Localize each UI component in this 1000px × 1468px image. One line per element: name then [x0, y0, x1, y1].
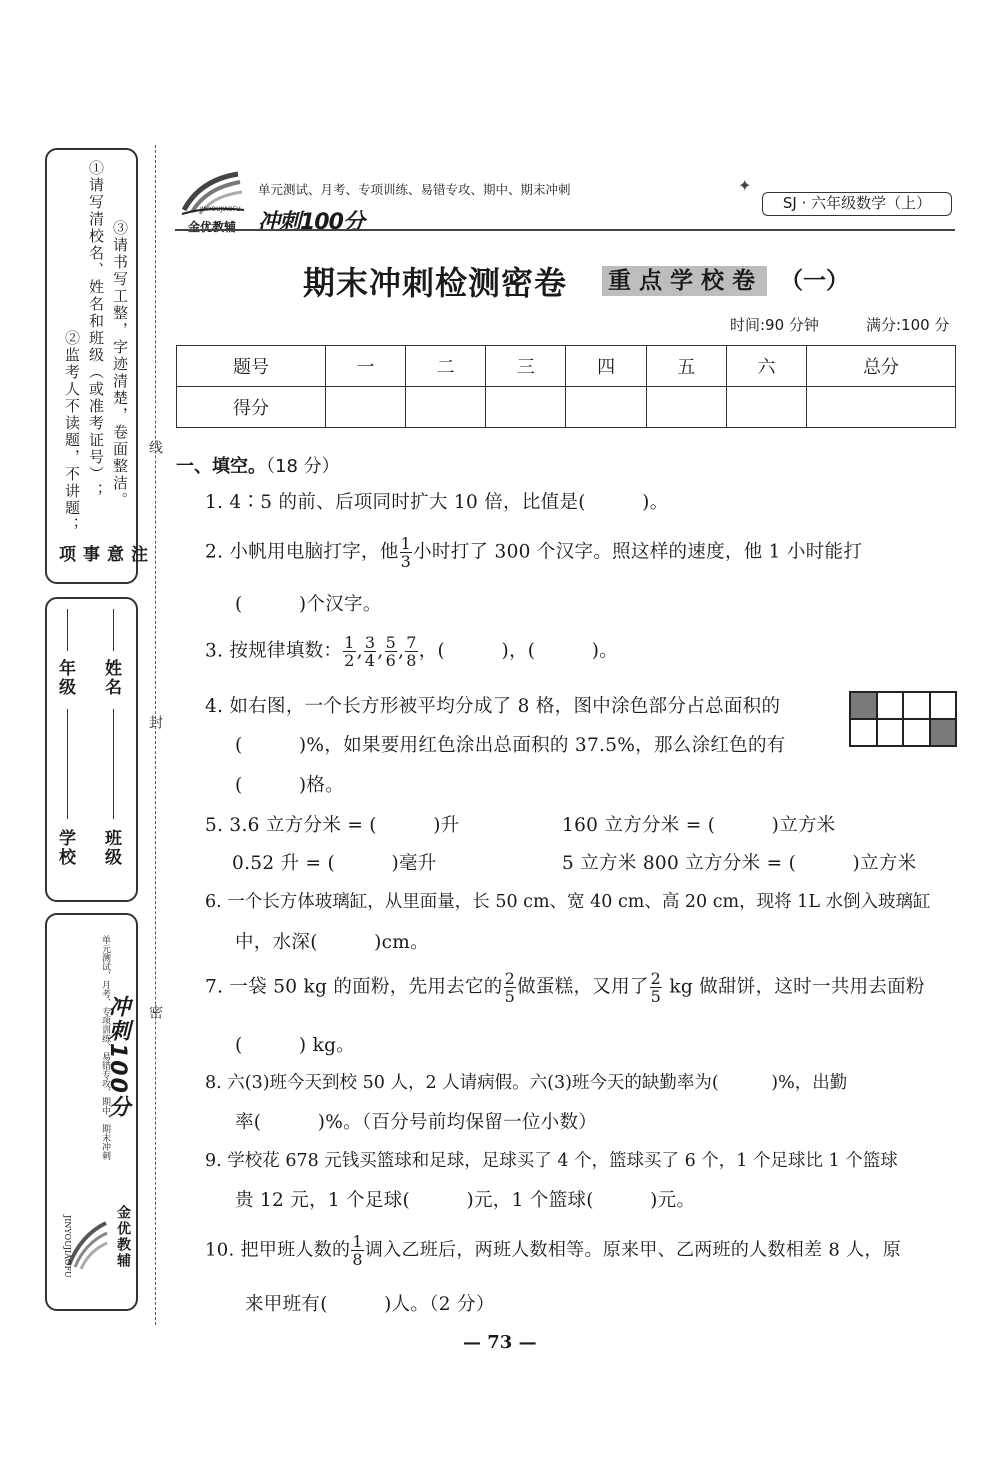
score-cell[interactable]: [807, 387, 956, 428]
side-brand-series: 单元测试、月考、专项训练、易错专攻、期中、期末冲刺: [100, 935, 110, 1160]
cut-label-secret: 密: [147, 1005, 163, 1019]
question-8: 8. 六(3)班今天到校 50 人，2 人请病假。六(3)班今天的缺勤率为( )%，出勤: [205, 1073, 848, 1093]
shaded-grid-figure: [849, 691, 957, 747]
side-brand-box: [45, 913, 138, 1311]
grid-cell-shaded: [850, 692, 877, 719]
name-blank[interactable]: [113, 609, 114, 651]
fraction: $\frac{1}{3}$: [400, 534, 412, 571]
school-blank[interactable]: [67, 709, 68, 819]
logo-pinyin: JINYOUJIAOFU: [200, 206, 241, 213]
grid-cell: [903, 719, 930, 746]
question-5a: 5. 3.6 立方分米 = ( )升: [205, 815, 460, 836]
score-cell[interactable]: [566, 387, 646, 428]
score-head-cell: 二: [406, 346, 486, 387]
score-table-score-row: [177, 387, 956, 428]
notice-line-1: ①请写清校名、姓名和班级（或准考证号）；: [87, 160, 105, 500]
question-1: 1. 4∶5 的前、后项同时扩大 10 倍，比值是( )。: [205, 492, 669, 513]
question-2-line-2: ( )个汉字。: [235, 594, 382, 615]
question-5c: 0.52 升 = ( )毫升: [232, 853, 437, 874]
page-title: 期末冲刺检测密卷: [303, 264, 568, 302]
score-head-cell: 一: [325, 346, 405, 387]
question-7-line-2: ( ) kg。: [235, 1035, 356, 1056]
question-9: 9. 学校花 678 元钱买篮球和足球，足球买了 4 个，篮球买了 6 个，1 个足球比 1 个篮球: [205, 1151, 898, 1171]
grid-cell: [850, 719, 877, 746]
score-row-label: 得分: [177, 387, 326, 428]
grade-blank[interactable]: [67, 609, 68, 651]
side-logo-pinyin: JINYOUJIAOFU: [63, 1215, 72, 1278]
cut-line: [155, 145, 156, 1325]
score-head-cell: 三: [486, 346, 566, 387]
grade-tag: SJ · 六年级数学（上）: [762, 192, 952, 216]
question-7: 7. 一袋 50 kg 的面粉，先用去它的 $\frac{2}{5}$ 做蛋糕，又用了 $\frac{2}{5}$ kg 做甜饼，这时一共用去面粉: [205, 969, 925, 1006]
score-head-cell: 四: [566, 346, 646, 387]
question-4-line-3: ( )格。: [235, 775, 345, 796]
volume-number: （一）: [780, 267, 849, 294]
score-head-cell: 五: [646, 346, 726, 387]
sparkle-icon: ✦: [738, 176, 752, 195]
cut-label-seal: 封: [147, 715, 163, 729]
notice-line-3: ③请书写工整，字迹清楚，卷面整洁。: [111, 220, 129, 509]
score-cell[interactable]: [646, 387, 726, 428]
question-5d: 5 立方米 800 立方分米 = ( )立方米: [562, 853, 917, 874]
class-label: 班级: [101, 829, 121, 867]
series-line: 单元测试、月考、专项训练、易错专攻、期中、期末冲刺: [258, 182, 571, 197]
score-head-cell: 总分: [807, 346, 956, 387]
score-cell[interactable]: [406, 387, 486, 428]
grid-cell: [877, 719, 904, 746]
side-logo-text: 金优教辅: [115, 1205, 131, 1269]
page-number: — 73 —: [463, 1332, 537, 1353]
question-9-line-2: 贵 12 元，1 个足球( )元，1 个篮球( )元。: [235, 1190, 696, 1211]
grid-cell: [903, 692, 930, 719]
score-cell[interactable]: [486, 387, 566, 428]
question-2: 2. 小帆用电脑打字，他 $\frac{1}{3}$ 小时打了 300 个汉字。照这样的速度，他 1 小时能打: [205, 534, 863, 571]
brand-title: 冲刺100分: [258, 210, 364, 235]
side-brand-title: 冲刺100分: [105, 995, 130, 1119]
paper-type-badge: 重点学校卷: [602, 266, 767, 296]
question-8-line-2: 率( )%。（百分号前均保留一位小数）: [235, 1112, 598, 1133]
score-table-header-row: [177, 346, 956, 387]
question-5b: 160 立方分米 = ( )立方米: [562, 815, 836, 836]
full-score: 满分:100 分: [866, 316, 950, 334]
logo-text: 金优教辅: [188, 220, 237, 234]
score-head-cell: 六: [726, 346, 806, 387]
school-label: 学校: [55, 829, 75, 867]
score-head-cell: 题号: [177, 346, 326, 387]
score-cell[interactable]: [726, 387, 806, 428]
notice-head: 注意事项: [55, 545, 147, 564]
grid-cell: [877, 692, 904, 719]
grid-cell-shaded: [930, 719, 957, 746]
grid-cell: [930, 692, 957, 719]
score-cell[interactable]: [325, 387, 405, 428]
grade-label: 年级: [55, 659, 75, 697]
class-blank[interactable]: [113, 709, 114, 819]
cut-label-line: 线: [147, 440, 163, 454]
section-title: 一、填空。（18 分）: [176, 456, 340, 477]
question-6-line-2: 中，水深( )cm。: [235, 932, 429, 953]
header-rule: [175, 229, 955, 231]
student-info-box: [45, 597, 138, 902]
question-4-line-2: ( )%，如果要用红色涂出总面积的 37.5%，那么涂红色的有: [235, 735, 786, 756]
question-6: 6. 一个长方体玻璃缸，从里面量，长 50 cm、宽 40 cm、高 20 cm，现将 1L 水倒入玻璃缸: [205, 892, 931, 912]
time-limit: 时间:90 分钟: [730, 316, 819, 334]
question-3: 3. 按规律填数： $\frac{1}{2}$ , $\frac{3}{4}$ , $\frac{5}{6}$ , $\frac{7}{8}$ ，( )，( )。: [205, 633, 619, 670]
question-4: 4. 如右图，一个长方形被平均分成了 8 格，图中涂色部分占总面积的: [205, 696, 781, 717]
score-table: [176, 345, 956, 428]
notice-line-2: ②监考人不读题，不讲题；: [63, 330, 81, 534]
name-label: 姓名: [101, 659, 121, 697]
question-10: 10. 把甲班人数的 $\frac{1}{8}$ 调入乙班后，两班人数相等。原来甲、乙两班的人数相差 8 人，原: [205, 1232, 902, 1269]
question-10-line-2: 来甲班有( )人。（2 分）: [245, 1294, 495, 1315]
